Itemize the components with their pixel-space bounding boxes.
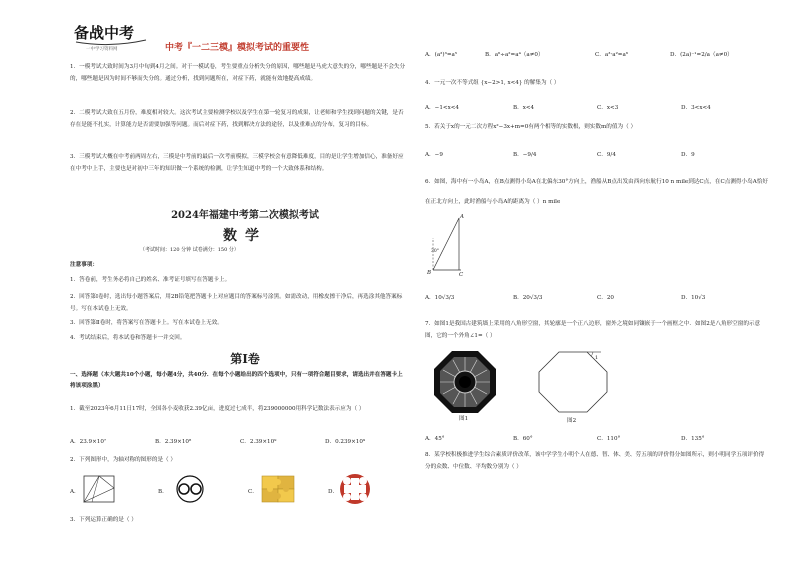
question-8: 8．某学校积极推进学生综合素质评价改革，该中学学生小明个人在德、智、体、美、劳五项的评价得分如图所示，则小明同学五项评价得分的众数、中位数、平均数分别为（ ） <box>425 452 765 470</box>
q1-option-c[interactable]: C．2.39×10⁹ <box>240 439 277 445</box>
right-column <box>425 0 770 562</box>
header-title: 中考『一二三模』模拟考试的重要性 <box>165 43 310 53</box>
volume-title: 第Ⅰ卷 <box>230 352 260 366</box>
q7-option-c[interactable]: C．110° <box>597 436 621 442</box>
q5-option-d[interactable]: D．9 <box>681 152 695 158</box>
question-7: 7．如图1是我国古建筑墙上采用的八角形空窗，其轮廓是一个正八边形，窗外之境如同镶嵌于一个画框之中．如图2是八角形空窗的示意图，它的一个外角∠1=（ ） <box>425 321 761 339</box>
question-4: 4．一元一次不等式组 {x−2>1, x<4} 的解集为（ ） <box>425 80 560 86</box>
q2-figure-c-puzzle <box>260 472 298 506</box>
q6-label-c: C <box>459 272 464 278</box>
q3-option-b[interactable]: B．a⁶÷a²=a⁴（a≠0） <box>485 52 544 58</box>
q3-option-a[interactable]: A．(a²)³=a⁵ <box>425 52 458 58</box>
q5-option-c[interactable]: C．9/4 <box>597 152 616 158</box>
section-1-instructions: 一、选择题（本大题共10个小题，每小题4分，共40分．在每个小题给出的四个选项中，只有一项符合题目要求，请选出并在答题卡上将该项涂黑） <box>70 372 403 389</box>
intro-paragraph-1: 1．一模考试大致时间为3月中旬到4月之间。对于一模试卷，考生要重点分析失分的原因，哪些题是马虎大意失的分，哪些题是不会失分的，哪些题是因为时间不够而失分的。通过分析，找到问题所在，对症下药，就能有效地提高成绩。 <box>70 64 406 82</box>
q7-figure-1-window <box>433 350 497 414</box>
q6-label-a: A <box>460 214 464 220</box>
q2-option-a[interactable]: A． <box>70 489 80 495</box>
question-2: 2．下列图形中，为轴对称的图形的是（ ） <box>70 457 177 463</box>
q4-option-c[interactable]: C．x<3 <box>597 105 619 111</box>
left-column <box>70 0 412 562</box>
q3-option-d[interactable]: D．(2a)⁻¹=2/a（a≠0） <box>670 52 733 58</box>
q7-angle-label: 1 <box>595 355 599 361</box>
notice-title: 注意事项： <box>70 262 98 268</box>
q2-figure-b-coins <box>172 474 208 504</box>
q6-option-a[interactable]: A．10√3/3 <box>425 295 455 301</box>
question-1: 1．截至2023年6月11日17时，全国各小麦收获2.39亿亩，进度过七成半，将239000000用科学记数法表示应为（ ） <box>70 406 365 412</box>
q7-figure-2-caption: 图2 <box>567 418 577 424</box>
q6-option-b[interactable]: B．20√3/3 <box>513 295 543 301</box>
logo-graphic <box>72 18 148 52</box>
q7-option-d[interactable]: D．135° <box>681 436 705 442</box>
q6-option-c[interactable]: C．20 <box>597 295 614 301</box>
q5-option-a[interactable]: A．−9 <box>425 152 443 158</box>
exam-subject: 数学 <box>223 228 267 244</box>
q6-figure <box>425 212 475 276</box>
question-5: 5．若关于x的一元二次方程x²−3x+m=0有两个相等的实数根，则实数m的值为（ ） <box>425 124 637 130</box>
q7-option-a[interactable]: A．45° <box>425 436 445 442</box>
q7-figure-2-octagon <box>537 348 613 416</box>
q7-option-b[interactable]: B．60° <box>513 436 533 442</box>
intro-paragraph-2: 2．二模考试大致在五月份，难度相对较大。这次考试主要检测学校以及学生在第一轮复习的成果，让老师和学生找到问题的关键，是否存在是能不扎实，计算能力是否需要加强等问题。而后对症下药，找到解决方法的途径，以及重难点的分布，复习的目标。 <box>70 110 404 128</box>
q7-figure-1-caption: 图1 <box>459 416 469 422</box>
q1-option-a[interactable]: A．23.9×10⁷ <box>70 439 107 445</box>
q1-option-b[interactable]: B．2.39×10⁸ <box>155 439 192 445</box>
intro-paragraph-3: 3．三模考试大概在中考前两周左右，三模是中考前的最后一次考前模拟，三模学校会有意降低难度，目的是让学生增加信心，准备好应在中考中上手，主要也是对初中三年的知识做一个系统的检测，让学生知道中考的一个大致体系和结构。 <box>70 154 404 172</box>
q4-option-d[interactable]: D．3<x<4 <box>681 105 711 111</box>
svg-text:一中学习资料网: 一中学习资料网 <box>86 47 118 52</box>
question-3: 3．下列运算正确的是（ ） <box>70 517 137 523</box>
q6-label-b: B <box>427 270 432 276</box>
logo <box>72 18 148 52</box>
q5-option-b[interactable]: B．−9/4 <box>513 152 537 158</box>
notice-2: 2．回答第Ⅰ卷时，选出每小题答案后，用2B铅笔把答题卡上对应题目的答案标号涂黑。如需改动，用橡皮擦干净后，再选涂其他答案标号。写在本试卷上无效。 <box>70 294 403 312</box>
notice-4: 4．考试结束后，将本试卷和答题卡一并交回。 <box>70 335 186 341</box>
q6-label-angle: 30° <box>431 249 439 254</box>
q2-figure-a <box>82 474 118 504</box>
q2-option-b[interactable]: B． <box>158 489 168 495</box>
q4-option-a[interactable]: A．−1<x<4 <box>425 105 459 111</box>
q2-option-d[interactable]: D． <box>328 489 339 495</box>
notice-1: 1．答卷前，考生务必将自己的姓名、准考证号填写在答题卡上。 <box>70 277 231 283</box>
q2-figure-d-cross <box>338 472 372 506</box>
exam-title: 2024年福建中考第二次模拟考试 <box>171 210 319 221</box>
svg-text:备战中考: 备战中考 <box>74 24 135 42</box>
exam-meta: （考试时间：120 分钟 试卷满分：150 分） <box>140 247 239 253</box>
q3-option-c[interactable]: C．a³·a²=a⁶ <box>595 52 629 58</box>
q1-option-d[interactable]: D．0.239×10⁹ <box>325 439 366 445</box>
q2-option-c[interactable]: C． <box>248 489 258 495</box>
question-6: 6．如图，海中有一小岛A，在B点测得小岛A在北偏东30°方向上，渔船从B点出发由西向东航行10 n mile到达C点，在C点测得小岛A恰好在正北方向上，此时渔船与小岛A的距离为（ ）n mile <box>425 179 768 205</box>
q4-option-b[interactable]: B．x<4 <box>513 105 535 111</box>
notice-3: 3．回答第Ⅱ卷时，将答案写在答题卡上。写在本试卷上无效。 <box>70 320 223 326</box>
q6-option-d[interactable]: D．10√3 <box>681 295 706 301</box>
